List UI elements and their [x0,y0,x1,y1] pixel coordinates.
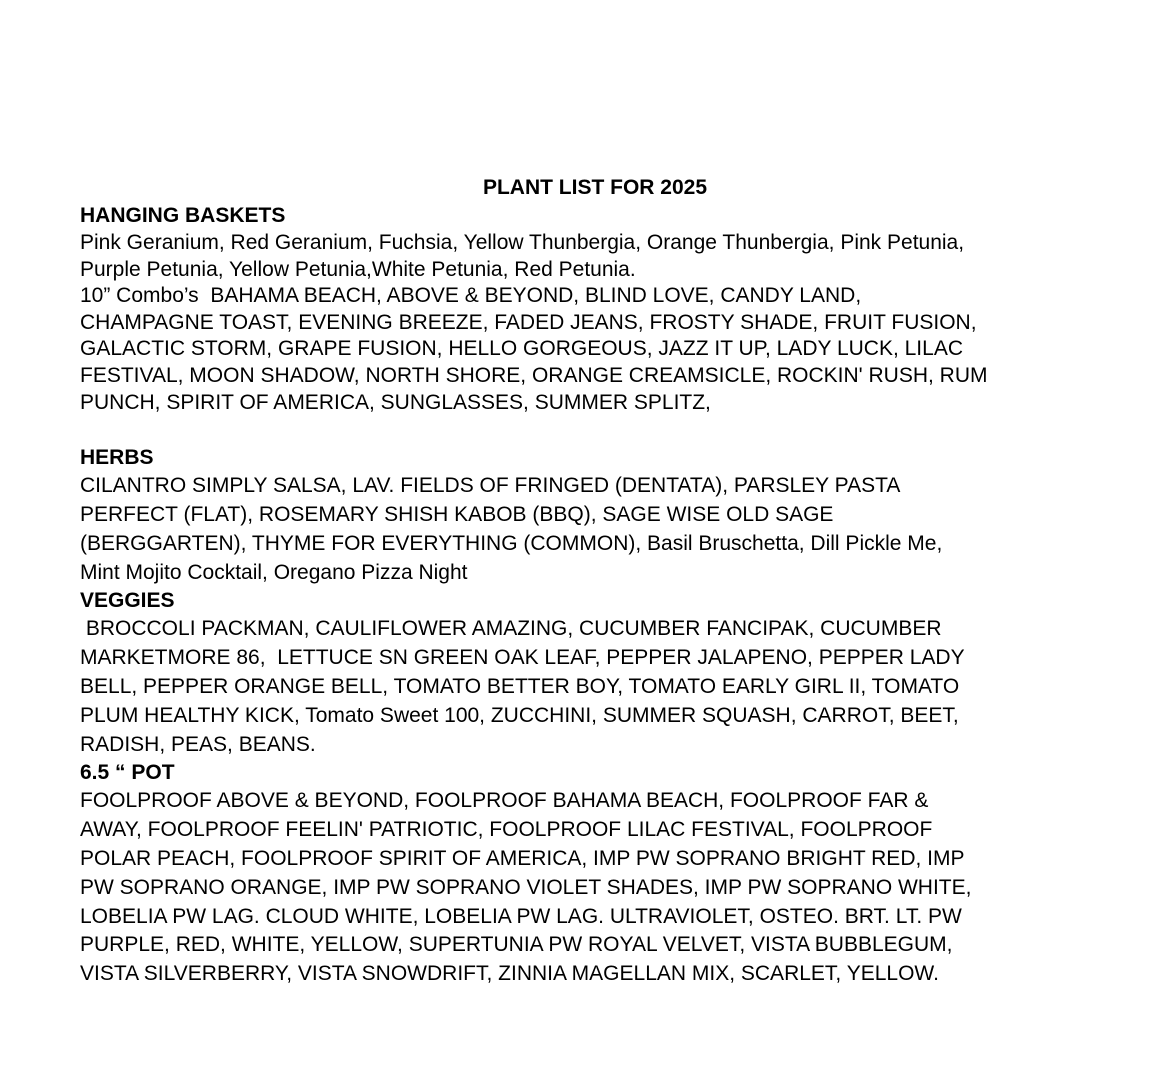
combo-list: 10” Combo’s BAHAMA BEACH, ABOVE & BEYOND, BLIND LOVE, CANDY LAND, CHAMPAGNE TOAST, EVENING BREEZE, FADED JEANS, FROSTY SHADE, FRUIT FUSION, GALACTIC STORM, GRAPE FUSION, HELLO GORGEOUS, JAZZ IT UP, LADY LUCK, LILAC FESTIVAL, MOON SHADOW, NORTH SHORE, ORANGE CREAMSICLE, ROCKIN' RUSH, RUM PUNCH, SPIRIT OF AMERICA, SUNGLASSES, SUMMER SPLITZ, [80,284,988,414]
section-heading-pot: 6.5 “ POT [80,761,175,785]
plant-list-document [80,174,1140,989]
pot-list: FOOLPROOF ABOVE & BEYOND, FOOLPROOF BAHAMA BEACH, FOOLPROOF FAR & AWAY, FOOLPROOF FEELIN' PATRIOTIC, FOOLPROOF LILAC FESTIVAL, FOOLPROOF POLAR PEACH, FOOLPROOF SPIRIT OF AMERICA, IMP PW SOPRANO BRIGHT RED, IMP PW SOPRANO ORANGE, IMP PW SOPRANO VIOLET SHADES, IMP PW SOPRANO WHITE, LOBELIA PW LAG. CLOUD WHITE, LOBELIA PW LAG. ULTRAVIOLET, OSTEO. BRT. LT. PW PURPLE, RED, WHITE, YELLOW, SUPERTUNIA PW ROYAL VELVET, VISTA BUBBLEGUM, VISTA SILVERBERRY, VISTA SNOWDRIFT, ZINNIA MAGELLAN MIX, SCARLET, YELLOW. [80,789,972,986]
section-heading-herbs: HERBS [80,446,154,470]
section-veggies [80,587,1140,759]
section-spacer [80,416,1140,444]
herbs-list: CILANTRO SIMPLY SALSA, LAV. FIELDS OF FRINGED (DENTATA), PARSLEY PASTA PERFECT (FLAT), ROSEMARY SHISH KABOB (BBQ), SAGE WISE OLD SAGE (BERGGARTEN), THYME FOR EVERYTHING (COMMON), Basil Bruschetta, Dill Pickle Me, Mint Mojito Cocktail, Oregano Pizza Night [80,474,943,584]
section-heading-veggies: VEGGIES [80,589,175,613]
page-title: PLANT LIST FOR 2025 [482,176,708,199]
hanging-baskets-list: Pink Geranium, Red Geranium, Fuchsia, Yellow Thunbergia, Orange Thunbergia, Pink Petunia, Purple Petunia, Yellow Petunia,White Petunia, Red Petunia. [80,231,965,281]
veggies-list: BROCCOLI PACKMAN, CAULIFLOWER AMAZING, CUCUMBER FANCIPAK, CUCUMBER MARKETMORE 86, LETTUCE SN GREEN OAK LEAF, PEPPER JALAPENO, PEPPER LADY BELL, PEPPER ORANGE BELL, TOMATO BETTER BOY, TOMATO EARLY GIRL II, TOMATO PLUM HEALTHY KICK, Tomato Sweet 100, ZUCCHINI, SUMMER SQUASH, CARROT, BEET, RADISH, PEAS, BEANS. [80,617,965,756]
section-pot [80,759,1140,989]
section-herbs [80,444,1140,587]
section-heading-hanging-baskets: HANGING BASKETS [80,204,286,227]
section-hanging-baskets [80,202,1140,416]
